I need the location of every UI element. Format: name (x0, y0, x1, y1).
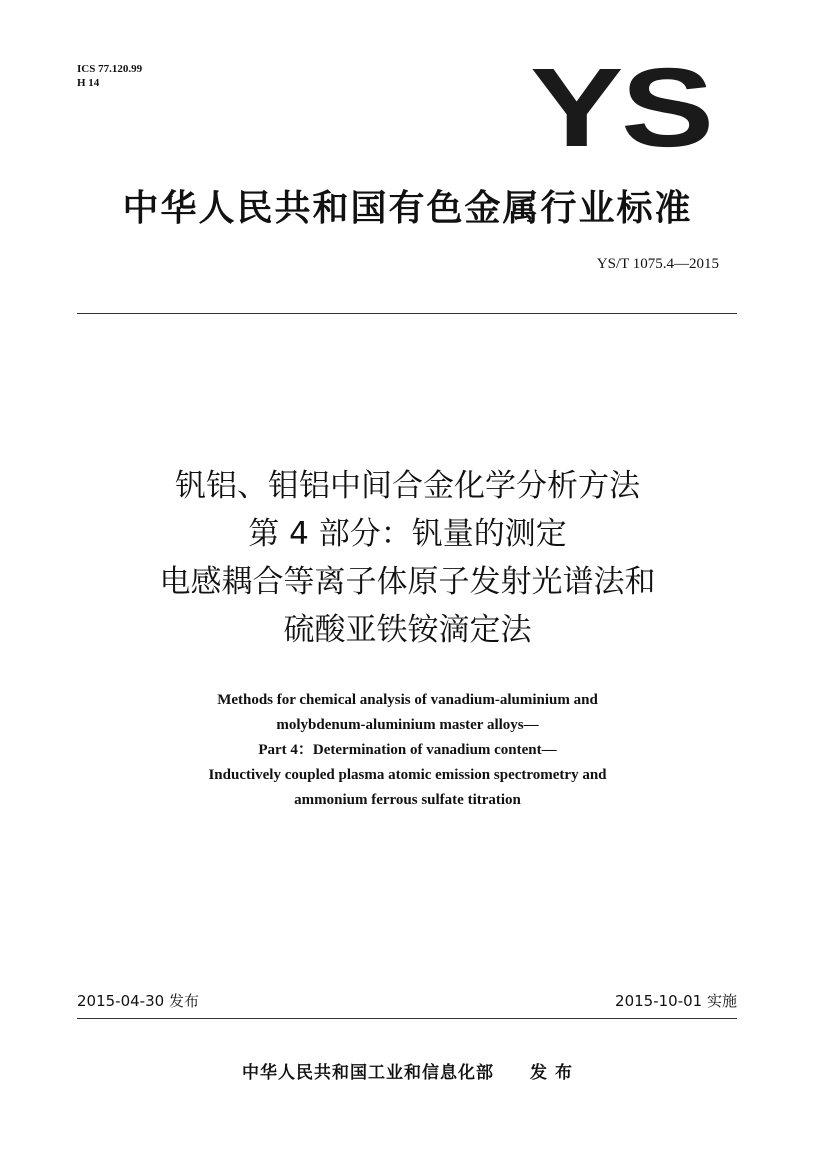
issuer-action: 发 布 (530, 1063, 573, 1083)
ys-logo: YS (530, 45, 712, 170)
chinese-title-line: 钒铝、钼铝中间合金化学分析方法 (175, 468, 640, 504)
issue-date: 2015-04-30 发布 (77, 992, 199, 1010)
chinese-title-line: 第 4 部分：钒量的测定 (248, 516, 567, 552)
english-title-line: molybdenum-aluminium master alloys— (276, 717, 539, 733)
english-title-line: Part 4：Determination of vanadium content— (258, 742, 557, 758)
chinese-title-line: 电感耦合等离子体原子发射光谱法和 (159, 564, 656, 600)
standard-number: YS/T 1075.4—2015 (596, 256, 719, 272)
standard-category-title: 中华人民共和国有色金属行业标准 (122, 188, 693, 229)
ccs-code: H 14 (77, 77, 100, 89)
issuing-authority (0, 1058, 815, 1083)
chinese-title (0, 462, 815, 654)
footer-divider (77, 1018, 737, 1019)
classification-codes (77, 62, 142, 90)
header-divider (77, 313, 737, 314)
issuer-name: 中华人民共和国工业和信息化部 (242, 1063, 495, 1083)
english-title-line: ammonium ferrous sulfate titration (294, 792, 521, 808)
english-title-line: Inductively coupled plasma atomic emission spectrometry and (208, 767, 607, 783)
implementation-date: 2015-10-01 实施 (615, 992, 737, 1010)
chinese-title-line: 硫酸亚铁铵滴定法 (283, 612, 532, 648)
english-title (0, 688, 815, 813)
ics-code: ICS 77.120.99 (77, 63, 143, 75)
english-title-line: Methods for chemical analysis of vanadium-aluminium and (217, 692, 598, 708)
